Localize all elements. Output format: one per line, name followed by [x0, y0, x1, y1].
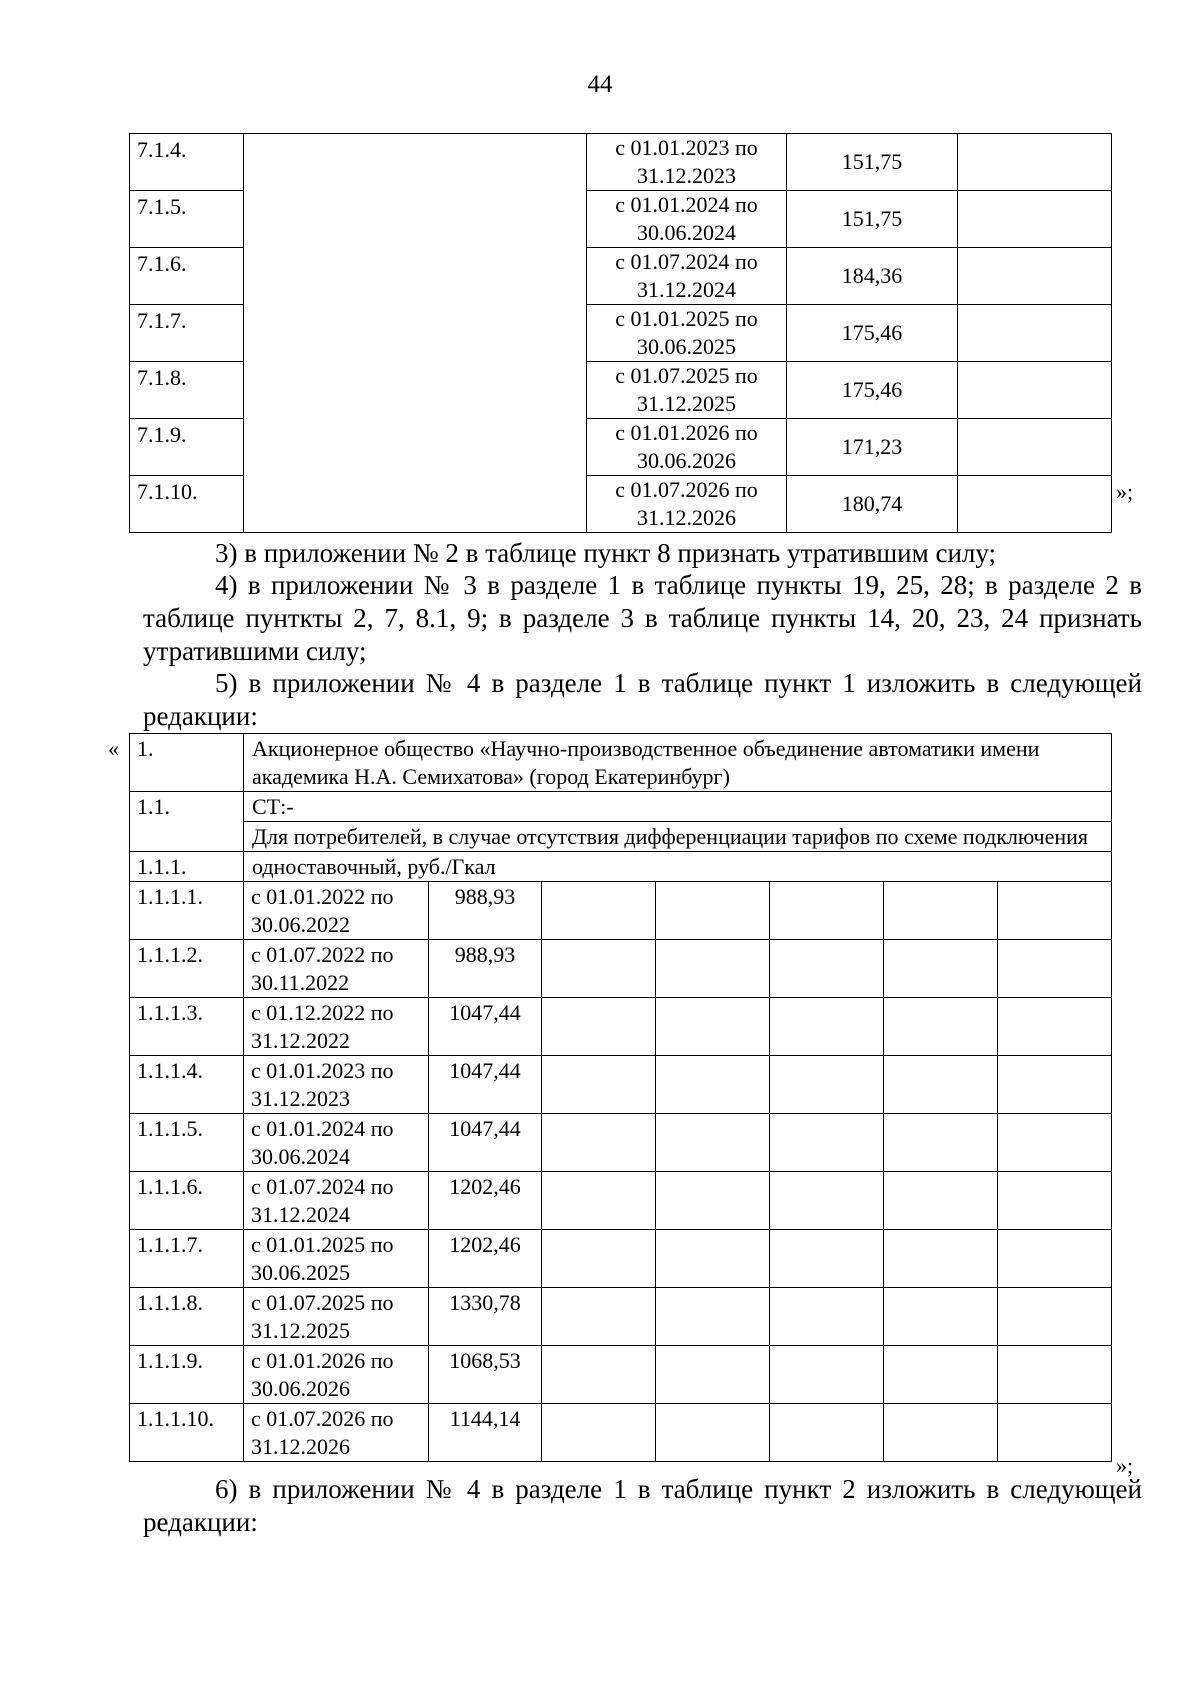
- empty-cell: [770, 1346, 884, 1404]
- empty-cell: [884, 1114, 998, 1172]
- row-number: 1.1.1.2.: [130, 940, 244, 998]
- empty-cell: [770, 1172, 884, 1230]
- page-number: 44: [587, 71, 613, 98]
- sub-description: Для потребителей, в случае отсутствия дифференциации тарифов по схеме подключения: [244, 822, 1112, 852]
- row-number: 1.1.1.8.: [130, 1288, 244, 1346]
- empty-cell: [656, 1346, 770, 1404]
- empty-cell: [770, 1230, 884, 1288]
- empty-cell: [542, 1404, 656, 1462]
- row-value: 1047,44: [429, 998, 542, 1056]
- row-period: с 01.01.2026 по 30.06.2026: [244, 1346, 429, 1404]
- empty-cell: [656, 1230, 770, 1288]
- row-period: с 01.01.2026 по 30.06.2026: [587, 419, 787, 476]
- empty-cell: [998, 940, 1112, 998]
- empty-cell: [542, 1056, 656, 1114]
- row-period: с 01.01.2025 по 30.06.2025: [244, 1230, 429, 1288]
- empty-cell: [542, 940, 656, 998]
- empty-cell: [884, 1230, 998, 1288]
- empty-cell: [542, 882, 656, 940]
- paragraph-3: 3) в приложении № 2 в таблице пункт 8 признать утратившим силу;: [215, 538, 997, 568]
- tariff-table-org-1: [129, 733, 1112, 1462]
- row-number: 7.1.7.: [130, 305, 244, 362]
- row-value: 1202,46: [429, 1172, 542, 1230]
- empty-cell: [998, 1346, 1112, 1404]
- row-number: 1.1.1.6.: [130, 1172, 244, 1230]
- table2-close-quote: »;: [1116, 1453, 1134, 1478]
- empty-cell: [656, 1114, 770, 1172]
- row-period: с 01.01.2025 по 30.06.2025: [587, 305, 787, 362]
- empty-cell: [656, 998, 770, 1056]
- row-number: 7.1.6.: [130, 248, 244, 305]
- row-period: с 01.07.2025 по 31.12.2025: [587, 362, 787, 419]
- empty-cell: [770, 1288, 884, 1346]
- row-period: с 01.01.2023 по 31.12.2023: [244, 1056, 429, 1114]
- table2-row: [130, 940, 1112, 998]
- table2-row: [130, 1288, 1112, 1346]
- row-number: 1.1.1.10.: [130, 1404, 244, 1462]
- row-number: 1.1.1.1.: [130, 882, 244, 940]
- empty-cell: [884, 998, 998, 1056]
- row-value: 1330,78: [429, 1288, 542, 1346]
- sub-number: 1.1.: [130, 792, 244, 852]
- empty-cell: [770, 998, 884, 1056]
- empty-cell: [656, 1404, 770, 1462]
- row-period: с 01.07.2025 по 31.12.2025: [244, 1288, 429, 1346]
- table2-row: [130, 1114, 1112, 1172]
- empty-cell: [998, 1288, 1112, 1346]
- row-value: 1047,44: [429, 1114, 542, 1172]
- empty-cell: [770, 1114, 884, 1172]
- row-period: с 01.01.2024 по 30.06.2024: [244, 1114, 429, 1172]
- rate-number: 1.1.1.: [130, 852, 244, 882]
- table2-row: [130, 1404, 1112, 1462]
- row-period: с 01.07.2022 по 30.11.2022: [244, 940, 429, 998]
- org-number: 1.: [130, 734, 244, 792]
- paragraph-4: 4) в приложении № 3 в разделе 1 в таблице пункты 19, 25, 28; в разделе 2 в таблице пунткты 2, 7, 8.1, 9; в разделе 3 в таблице пункты 14, 20, 23, 24 признать утратившими силу;: [143, 570, 1142, 666]
- table2-row: [130, 998, 1112, 1056]
- row-value: 151,75: [787, 191, 958, 248]
- row-number: 7.1.9.: [130, 419, 244, 476]
- empty-cell: [542, 1114, 656, 1172]
- row-period: с 01.01.2023 по 31.12.2023: [587, 134, 787, 191]
- empty-cell: [998, 998, 1112, 1056]
- empty-cell: [542, 1288, 656, 1346]
- empty-cell: [998, 1114, 1112, 1172]
- empty-cell: [656, 1056, 770, 1114]
- empty-cell: [770, 1056, 884, 1114]
- org-name: Акционерное общество «Научно-производственное объединение автоматики имени академика Н.А. Семихатова» (город Екатеринбург): [244, 734, 1112, 792]
- empty-cell: [998, 1404, 1112, 1462]
- table2-row: [130, 1346, 1112, 1404]
- row-value: 988,93: [429, 940, 542, 998]
- row-value: 1047,44: [429, 1056, 542, 1114]
- paragraph-6: 6) в приложении № 4 в разделе 1 в таблице пункт 2 изложить в следующей редакции:: [143, 1474, 1142, 1537]
- empty-cell: [656, 940, 770, 998]
- row-period: с 01.01.2024 по 30.06.2024: [587, 191, 787, 248]
- table1-close-quote: »;: [1116, 479, 1134, 504]
- row-value: 171,23: [787, 419, 958, 476]
- table2-row: [130, 1056, 1112, 1114]
- empty-cell: [542, 1230, 656, 1288]
- row-value: 1144,14: [429, 1404, 542, 1462]
- row-number: 7.1.4.: [130, 134, 244, 191]
- empty-cell: [770, 1404, 884, 1462]
- empty-cell: [958, 305, 1112, 362]
- merged-name-cell: [244, 134, 587, 533]
- empty-cell: [884, 1172, 998, 1230]
- row-period: с 01.07.2026 по 31.12.2026: [587, 476, 787, 533]
- row-number: 1.1.1.7.: [130, 1230, 244, 1288]
- sub-code: СТ:-: [244, 792, 1112, 822]
- empty-cell: [770, 882, 884, 940]
- row-value: 175,46: [787, 305, 958, 362]
- empty-cell: [656, 882, 770, 940]
- empty-cell: [884, 940, 998, 998]
- empty-cell: [998, 1056, 1112, 1114]
- row-value: 180,74: [787, 476, 958, 533]
- table2-open-quote: «: [108, 736, 119, 761]
- empty-cell: [542, 1172, 656, 1230]
- empty-cell: [958, 191, 1112, 248]
- empty-cell: [958, 362, 1112, 419]
- empty-cell: [884, 1404, 998, 1462]
- empty-cell: [958, 476, 1112, 533]
- row-value: 1202,46: [429, 1230, 542, 1288]
- empty-cell: [958, 419, 1112, 476]
- empty-cell: [542, 998, 656, 1056]
- empty-cell: [998, 1172, 1112, 1230]
- row-number: 7.1.8.: [130, 362, 244, 419]
- row-period: с 01.07.2026 по 31.12.2026: [244, 1404, 429, 1462]
- row-period: с 01.07.2024 по 31.12.2024: [587, 248, 787, 305]
- tariff-table-continuation: [129, 133, 1112, 533]
- table1-row: [130, 134, 1112, 191]
- table2-row: [130, 882, 1112, 940]
- row-number: 1.1.1.9.: [130, 1346, 244, 1404]
- row-number: 7.1.10.: [130, 476, 244, 533]
- row-period: с 01.12.2022 по 31.12.2022: [244, 998, 429, 1056]
- rate-name: одноставочный, руб./Гкал: [244, 852, 1112, 882]
- row-period: с 01.07.2024 по 31.12.2024: [244, 1172, 429, 1230]
- row-period: с 01.01.2022 по 30.06.2022: [244, 882, 429, 940]
- table2-row: [130, 1172, 1112, 1230]
- row-number: 7.1.5.: [130, 191, 244, 248]
- row-value: 1068,53: [429, 1346, 542, 1404]
- empty-cell: [958, 134, 1112, 191]
- empty-cell: [656, 1288, 770, 1346]
- row-number: 1.1.1.3.: [130, 998, 244, 1056]
- empty-cell: [998, 882, 1112, 940]
- table2-row: [130, 1230, 1112, 1288]
- row-value: 184,36: [787, 248, 958, 305]
- empty-cell: [884, 1346, 998, 1404]
- empty-cell: [770, 940, 884, 998]
- empty-cell: [958, 248, 1112, 305]
- empty-cell: [884, 1288, 998, 1346]
- paragraph-5: 5) в приложении № 4 в разделе 1 в таблице пункт 1 изложить в следующей редакции:: [143, 668, 1142, 731]
- empty-cell: [542, 1346, 656, 1404]
- empty-cell: [884, 1056, 998, 1114]
- empty-cell: [656, 1172, 770, 1230]
- empty-cell: [884, 882, 998, 940]
- row-value: 988,93: [429, 882, 542, 940]
- row-number: 1.1.1.5.: [130, 1114, 244, 1172]
- empty-cell: [998, 1230, 1112, 1288]
- row-value: 151,75: [787, 134, 958, 191]
- row-number: 1.1.1.4.: [130, 1056, 244, 1114]
- row-value: 175,46: [787, 362, 958, 419]
